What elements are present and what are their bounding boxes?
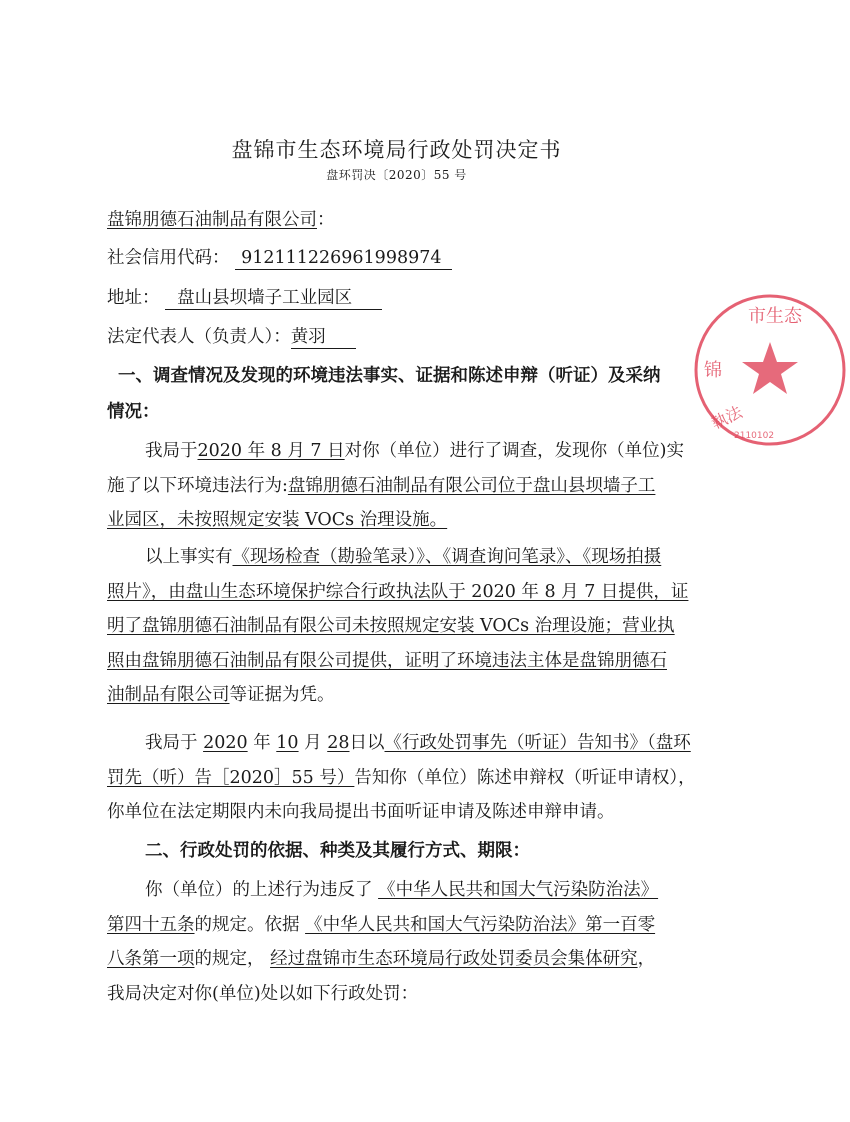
text-run: 年 (253, 733, 271, 753)
violated-law: 《中华人民共和国大气污染防治法》 (378, 880, 659, 900)
text-run: 的规定， (194, 949, 265, 969)
notice-document: 《行政处罚事先（听证）告知书》（盘环 (384, 733, 691, 753)
seal-text-bottom: 執法 (708, 402, 746, 434)
section2-heading: 二、行政处罚的依据、种类及其履行方式、期限： (145, 841, 530, 861)
seal-text-left: 锦 (704, 360, 722, 381)
paragraph-notice (107, 726, 707, 830)
section1-heading-cont: 情况： (107, 402, 160, 422)
text-run: 月 (304, 733, 322, 753)
text-run: 以上事实有 (145, 547, 233, 567)
evidence-list-cont: 照片》，由盘山生态环境保护综合行政执法队于 2020 年 8 月 7 日提供，证 (107, 581, 689, 602)
notice-month: 10 (276, 733, 299, 753)
evidence-list-cont: 明了盘锦朋德石油制品有限公司未按照规定安装 VOCs 治理设施；营业执 (107, 616, 675, 636)
notice-year: 2020 (203, 733, 248, 753)
violated-article: 第四十五条 (107, 914, 195, 935)
violation-description-cont: 业园区，未按照规定安装 VOCs 治理设施。 (107, 510, 448, 530)
company-line (107, 208, 335, 232)
legal-rep-value: 黄羽 (291, 326, 356, 349)
address-value: 盘山县坝墙子工业园区 (165, 287, 382, 310)
notice-document-number: 罚先（听）告［2020］55 号） (107, 767, 355, 788)
text-run: 告知你（单位）陈述申辩权（听证申请权）， (354, 767, 696, 788)
document-title: 盘锦市生态环境局行政处罚决定书 (231, 138, 562, 162)
evidence-list-cont: 照由盘锦朋德石油制品有限公司提供，证明了环境违法主体是盘锦朋德石 (107, 650, 667, 671)
address-label: 地址： (107, 288, 160, 308)
seal-star-icon (742, 342, 798, 394)
notice-day: 28 (327, 733, 350, 753)
paragraph-legal-basis (107, 873, 707, 1011)
official-seal (690, 290, 850, 450)
evidence-list-cont: 油制品有限公司 (107, 685, 230, 705)
evidence-list: 《现场检查（勘验笔录）》、《调查询问笔录》、《现场拍摄 (232, 547, 662, 567)
text-run: 等证据为凭。 (229, 685, 335, 705)
text-run: 我局决定对你(单位)处以如下行政处罚： (107, 983, 419, 1004)
text-run: 我局于 (145, 733, 198, 753)
section1-heading: 一、调查情况及发现的环境违法事实、证据和陈述申辩（听证）及采纳 (118, 366, 661, 386)
text-run: 日以 (349, 733, 385, 753)
credit-code-label: 社会信用代码： (107, 248, 230, 268)
text-run: ， (637, 949, 656, 969)
company-suffix: ： (317, 210, 335, 230)
credit-code-value: 912111226961998974 (235, 247, 451, 270)
seal-text-top: 市生态 (748, 306, 802, 327)
text-run: 你单位在法定期限内未向我局提出书面听证申请及陈述申辩申请。 (107, 802, 615, 822)
investigation-date: 2020 年 8 月 7 日 (197, 441, 345, 461)
text-run: 施了以下环境违法行为: (107, 475, 288, 496)
paragraph-investigation (107, 434, 707, 538)
credit-code-line (107, 246, 452, 270)
paragraph-evidence (107, 540, 707, 713)
seal-code: 2110102 (734, 431, 775, 441)
text-run: 对你（单位）进行了调查，发现你（单位)实 (344, 441, 684, 461)
legal-rep-label: 法定代表人（负责人）： (107, 327, 291, 347)
decision-body: 经过盘锦市生态环境局行政处罚委员会集体研究 (270, 949, 638, 969)
text-run: 我局于 (145, 441, 198, 461)
legal-rep-line (107, 325, 356, 349)
penalty-article: 八条第一项 (107, 949, 195, 969)
address-line (107, 286, 382, 310)
text-run: 你（单位）的上述行为违反了 (145, 880, 373, 900)
violation-description: 盘锦朋德石油制品有限公司位于盘山县坝墙子工 (287, 475, 656, 496)
text-run: 的规定。依据 (194, 914, 300, 935)
penalty-law: 《中华人民共和国大气污染防治法》第一百零 (305, 914, 656, 935)
company-name: 盘锦朋德石油制品有限公司 (107, 210, 317, 230)
document-number: 盘环罚决〔2020〕55 号 (326, 168, 467, 182)
